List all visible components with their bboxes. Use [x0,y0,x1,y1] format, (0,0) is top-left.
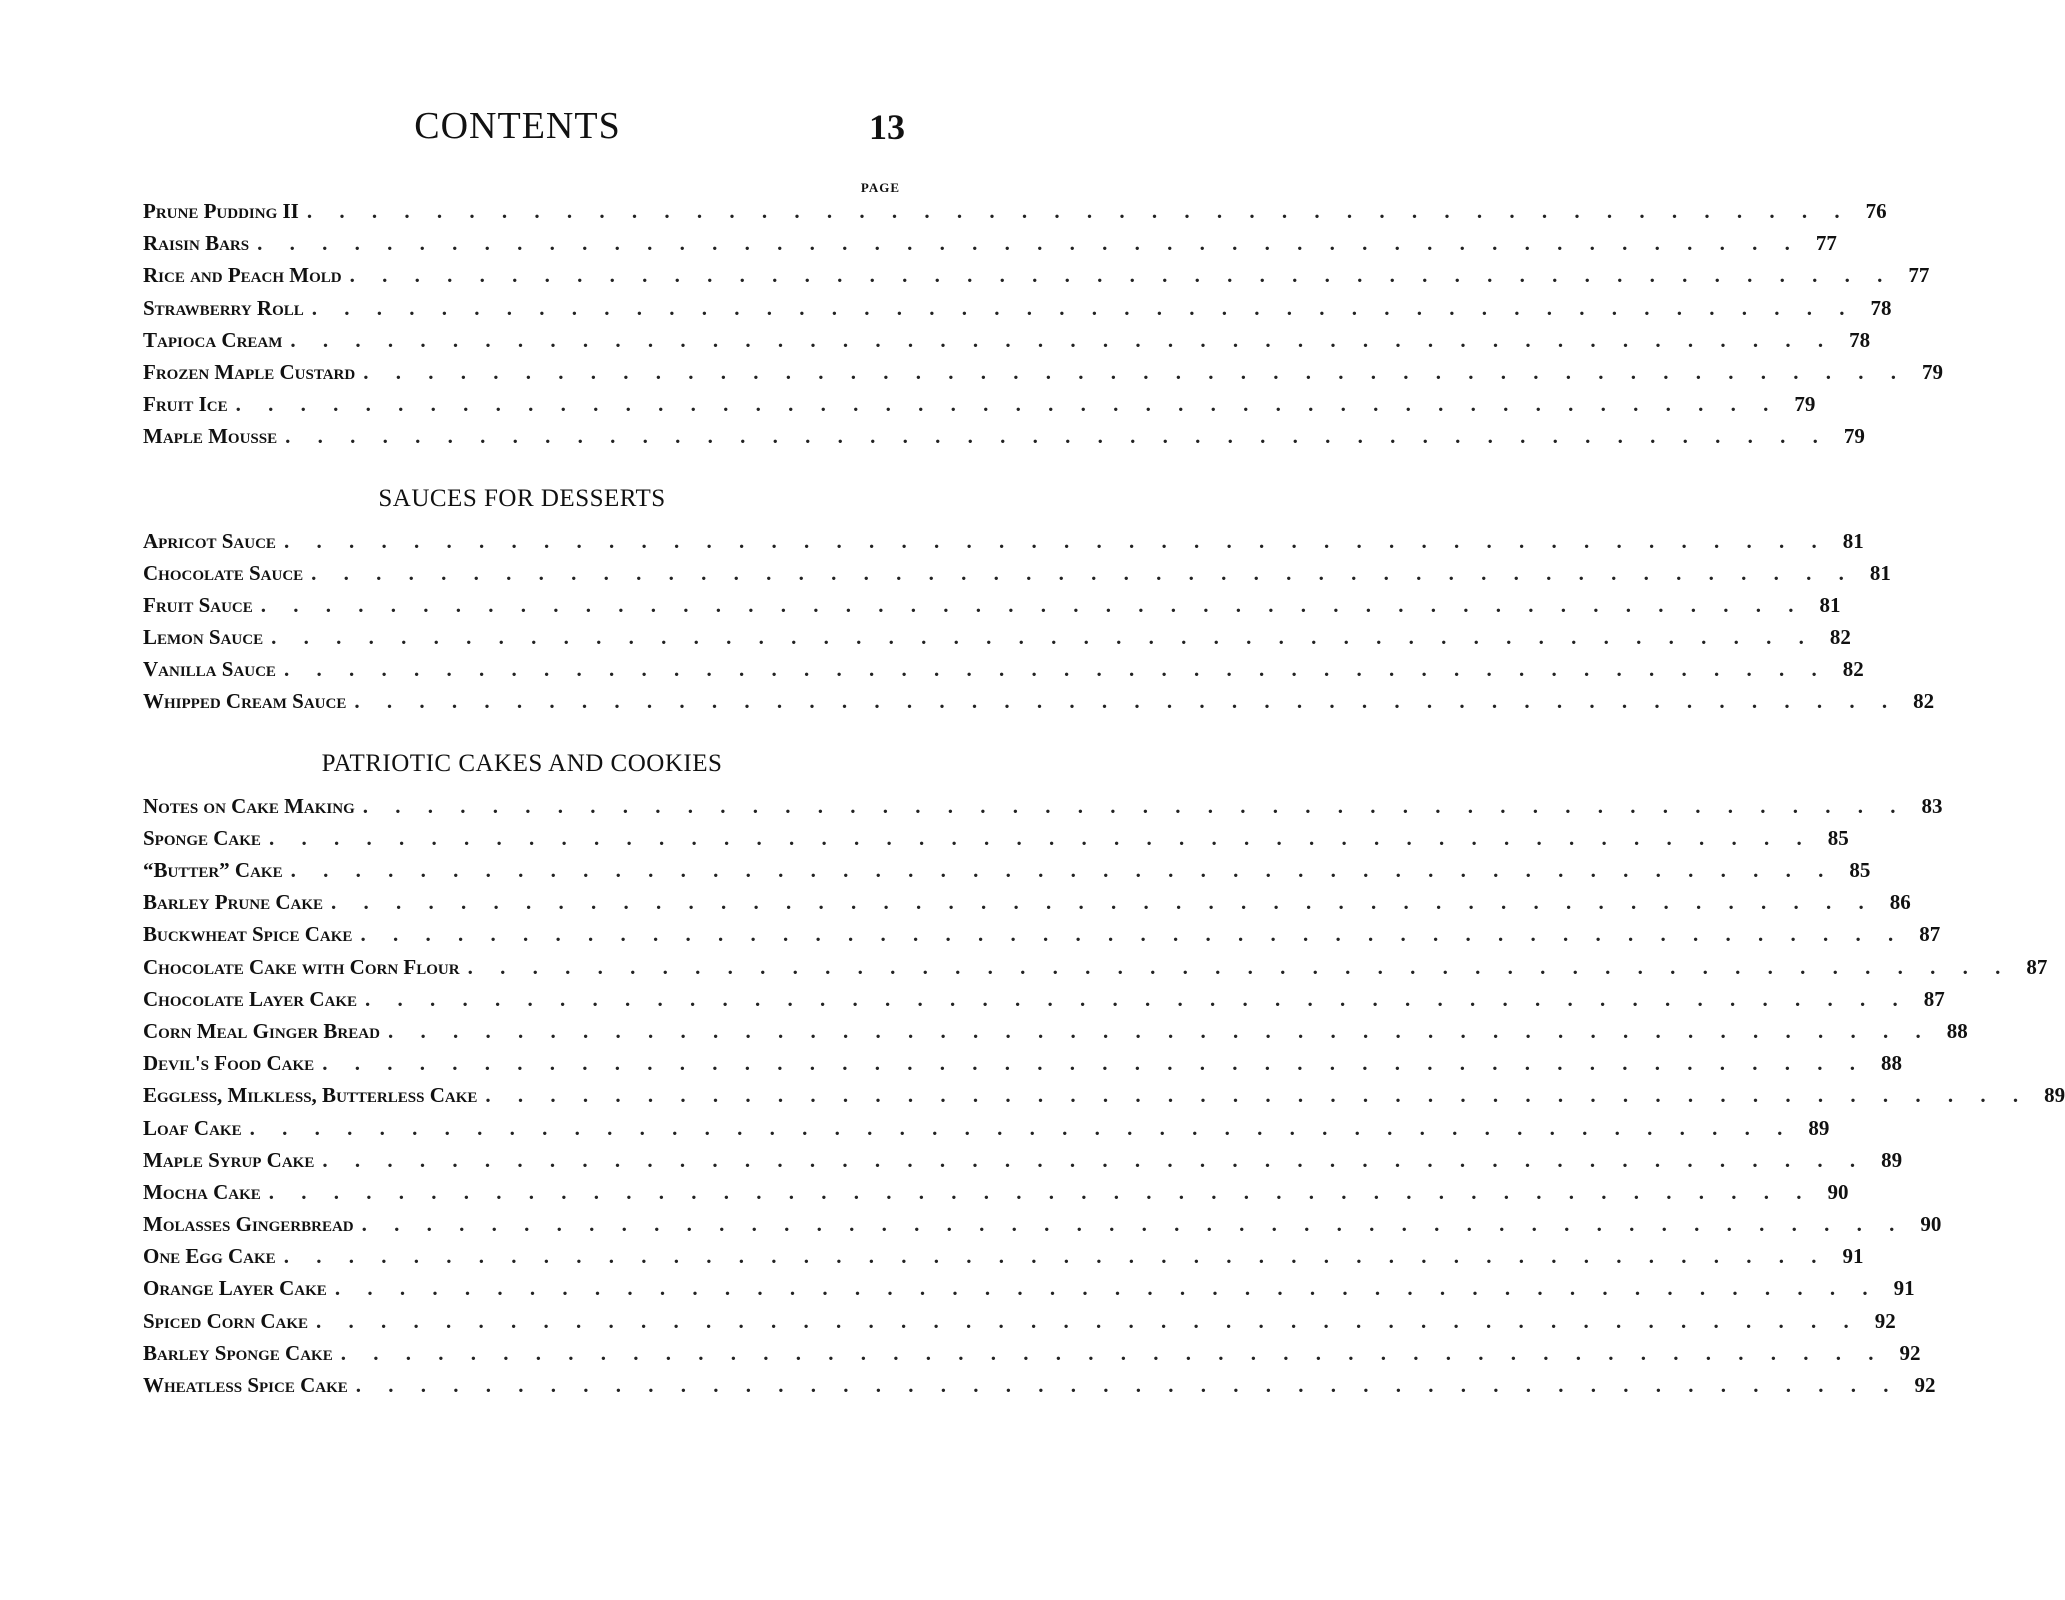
entry-title: Eggless, Milkless, Butterless Cake [143,1083,478,1108]
entry-title: Corn Meal Ginger Bread [143,1018,380,1043]
dot-leader: . . . . . . . . . . . . . . . . . . . . . . . . . . . . . . . . . . . . . . . . . . . . . . . . [235,392,1780,417]
dot-leader: . . . . . . . . . . . . . . . . . . . . . . . . . . . . . . . . . . . . . . . . . . . . . . . . [311,560,1855,585]
entry-page-number: 87 [1923,986,1945,1011]
toc-entry [143,292,1892,324]
toc-entry [143,822,1849,854]
toc-entry [143,1015,1968,1047]
dot-leader: . . . . . . . . . . . . . . . . . . . . . . . . . . . . . . . . . . . . . . . . . . . . . . . . [387,1018,1932,1043]
dot-leader: . . . . . . . . . . . . . . . . . . . . . . . . . . . . . . . . . . . . . . . . . . . . . . . . [354,689,1899,714]
toc-entry [143,1112,1830,1144]
toc-entry [143,1305,1896,1337]
toc-entry [143,854,1871,886]
toc-section [143,748,2065,1402]
entry-page-number: 92 [1874,1308,1896,1333]
entry-page-number: 90 [1920,1212,1942,1237]
entry-page-number: 85 [1849,858,1871,882]
entry-page-number: 89 [1808,1115,1830,1140]
dot-leader: . . . . . . . . . . . . . . . . . . . . . . . . . . . . . . . . . . . . . . . . . . . . . . . . [485,1083,2030,1108]
entry-page-number: 81 [1842,528,1864,553]
toc-entry [143,983,1945,1015]
toc-entry [143,388,1816,420]
toc-entry [143,1144,1903,1176]
entry-title: Spiced Corn Cake [143,1308,309,1333]
entry-title: “Butter” Cake [143,858,283,882]
dot-leader: . . . . . . . . . . . . . . . . . . . . . . . . . . . . . . . . . . . . . . . . . . . . . . . . [271,625,1815,650]
entry-page-number: 85 [1827,825,1849,850]
entry-page-number: 91 [1842,1244,1864,1269]
toc-entry [143,589,1841,621]
toc-entry [143,951,2048,983]
toc-entry [143,1337,1921,1369]
entry-title: Strawberry Roll [143,295,304,320]
dot-leader: . . . . . . . . . . . . . . . . . . . . . . . . . . . . . . . . . . . . . . . . . . . . . . . . [349,263,1894,288]
entry-title: Buckwheat Spice Cake [143,922,353,947]
dot-leader: . . . . . . . . . . . . . . . . . . . . . . . . . . . . . . . . . . . . . . . . . . . . . . . . [249,1115,1794,1140]
toc-entry [143,1369,1936,1401]
entry-title: Molasses Gingerbread [143,1212,354,1237]
toc-entry [143,685,1935,717]
dot-leader: . . . . . . . . . . . . . . . . . . . . . . . . . . . . . . . . . . . . . . . . . . . . . . . . [283,657,1828,682]
entry-page-number: 82 [1829,625,1851,650]
dot-leader: . . . . . . . . . . . . . . . . . . . . . . . . . . . . . . . . . . . . . . . . . . . . . . . . [363,359,1907,384]
entry-title: Chocolate Sauce [143,560,304,585]
entry-title: Maple Syrup Cake [143,1147,315,1172]
entry-title: Fruit Ice [143,392,228,417]
toc-entry [143,259,1930,291]
dot-leader: . . . . . . . . . . . . . . . . . . . . . . . . . . . . . . . . . . . . . . . . . . . . . . . . [467,954,2012,979]
dot-leader: . . . . . . . . . . . . . . . . . . . . . . . . . . . . . . . . . . . . . . . . . . . . . . . . [290,858,1835,882]
dot-leader: . . . . . . . . . . . . . . . . . . . . . . . . . . . . . . . . . . . . . . . . . . . . . . . . [311,295,1856,320]
entry-page-number: 91 [1893,1276,1915,1301]
toc-entry [143,1079,2065,1111]
entry-page-number: 77 [1908,263,1930,288]
entry-page-number: 83 [1921,793,1943,818]
toc-entry [143,790,1943,822]
entry-page-number: 92 [1914,1373,1936,1397]
dot-leader: . . . . . . . . . . . . . . . . . . . . . . . . . . . . . . . . . . . . . . . . . . . . . . . . [355,1373,1900,1397]
dot-leader: . . . . . . . . . . . . . . . . . . . . . . . . . . . . . . . . . . . . . . . . . . . . . . . . [283,528,1828,553]
toc-entry [143,1176,1849,1208]
dot-leader: . . . . . . . . . . . . . . . . . . . . . . . . . . . . . . . . . . . . . . . . . . . . . . . . [322,1051,1866,1076]
entry-title: Raisin Bars [143,231,250,256]
entry-page-number: 79 [1794,392,1816,417]
toc-entry [143,653,1864,685]
entry-title: Wheatless Spice Cake [143,1373,348,1397]
entry-page-number: 81 [1819,592,1841,617]
dot-leader: . . . . . . . . . . . . . . . . . . . . . . . . . . . . . . . . . . . . . . . . . . . . . . . . [361,1212,1906,1237]
dot-leader: . . . . . . . . . . . . . . . . . . . . . . . . . . . . . . . . . . . . . . . . . . . . . . . . [283,1244,1828,1269]
toc-entry [143,886,1911,918]
entry-title: Orange Layer Cake [143,1276,327,1301]
table-of-contents [143,195,2065,1401]
dot-leader: . . . . . . . . . . . . . . . . . . . . . . . . . . . . . . . . . . . . . . . . . . . . . . . . [365,986,1909,1011]
dot-leader: . . . . . . . . . . . . . . . . . . . . . . . . . . . . . . . . . . . . . . . . . . . . . . . . [334,1276,1879,1301]
entry-title: Chocolate Cake with Corn Flour [143,954,460,979]
entry-title: Loaf Cake [143,1115,242,1140]
dot-leader: . . . . . . . . . . . . . . . . . . . . . . . . . . . . . . . . . . . . . . . . . . . . . . . . [290,327,1835,352]
entry-title: Chocolate Layer Cake [143,986,358,1011]
entry-title: Mocha Cake [143,1179,261,1204]
dot-leader: . . . . . . . . . . . . . . . . . . . . . . . . . . . . . . . . . . . . . . . . . . . . . . . . [316,1308,1860,1333]
toc-entry [143,1208,1942,1240]
entry-title: Prune Pudding II [143,199,299,223]
page-column-label: PAGE [860,180,900,195]
entry-page-number: 88 [1946,1018,1968,1043]
dot-leader: . . . . . . . . . . . . . . . . . . . . . . . . . . . . . . . . . . . . . . . . . . . . . . . . [268,1179,1813,1204]
toc-entry [143,324,1871,356]
section-heading: SAUCES FOR DESSERTS [378,484,666,512]
entry-title: Maple Mousse [143,424,278,449]
toc-entry [143,525,1864,557]
entry-page-number: 79 [1921,359,1943,384]
entry-title: Rice and Peach Mold [143,263,342,288]
dot-leader: . . . . . . . . . . . . . . . . . . . . . . . . . . . . . . . . . . . . . . . . . . . . . . . . [285,424,1829,449]
toc-entry [143,1272,1915,1304]
toc-section [143,195,1943,453]
entry-title: Apricot Sauce [143,528,276,553]
entry-page-number: 86 [1889,890,1911,915]
toc-entry [143,557,1891,589]
entry-title: Fruit Sauce [143,592,253,617]
entry-page-number: 77 [1815,231,1837,256]
entry-page-number: 81 [1869,560,1891,585]
toc-section [143,483,1935,718]
entry-title: Vanilla Sauce [143,657,276,682]
dot-leader: . . . . . . . . . . . . . . . . . . . . . . . . . . . . . . . . . . . . . . . . . . . . . . . . [268,825,1813,850]
entry-title: Tapioca Cream [143,327,283,352]
entry-title: Barley Sponge Cake [143,1340,333,1365]
toc-entry [143,1240,1864,1272]
entry-page-number: 89 [1881,1147,1903,1172]
dot-leader: . . . . . . . . . . . . . . . . . . . . . . . . . . . . . . . . . . . . . . . . . . . . . . . . [306,199,1851,223]
dot-leader: . . . . . . . . . . . . . . . . . . . . . . . . . . . . . . . . . . . . . . . . . . . . . . . . [360,922,1905,947]
entry-page-number: 92 [1899,1340,1921,1365]
entry-page-number: 79 [1843,424,1865,449]
entry-title: One Egg Cake [143,1244,276,1269]
entry-page-number: 76 [1865,199,1887,223]
dot-leader: . . . . . . . . . . . . . . . . . . . . . . . . . . . . . . . . . . . . . . . . . . . . . . . . [257,231,1801,256]
dot-leader: . . . . . . . . . . . . . . . . . . . . . . . . . . . . . . . . . . . . . . . . . . . . . . . . [340,1340,1885,1365]
entry-title: Whipped Cream Sauce [143,689,347,714]
toc-entry [143,1047,1902,1079]
dot-leader: . . . . . . . . . . . . . . . . . . . . . . . . . . . . . . . . . . . . . . . . . . . . . . . . [331,890,1875,915]
entry-page-number: 87 [2026,954,2048,979]
entry-title: Lemon Sauce [143,625,264,650]
entry-title: Sponge Cake [143,825,261,850]
toc-entry [143,621,1851,653]
toc-entry [143,227,1837,259]
dot-leader: . . . . . . . . . . . . . . . . . . . . . . . . . . . . . . . . . . . . . . . . . . . . . . . . [362,793,1907,818]
section-heading: PATRIOTIC CAKES AND COOKIES [321,749,723,777]
entry-page-number: 82 [1842,657,1864,682]
entry-page-number: 89 [2044,1083,2065,1108]
page-number: 13 [869,107,905,147]
entry-page-number: 78 [1870,295,1892,320]
entry-title: Devil's Food Cake [143,1051,315,1076]
page-title: CONTENTS [414,105,621,147]
entry-page-number: 87 [1919,922,1941,947]
toc-entry [143,918,1941,950]
toc-entry [143,420,1865,452]
entry-page-number: 88 [1880,1051,1902,1076]
page-header [0,104,1035,164]
entry-page-number: 90 [1827,1179,1849,1204]
entry-title: Barley Prune Cake [143,890,324,915]
toc-entry [143,195,1887,227]
entry-title: Notes on Cake Making [143,793,355,818]
entry-title: Frozen Maple Custard [143,359,356,384]
toc-entry [143,356,1943,388]
entry-page-number: 82 [1913,689,1935,714]
dot-leader: . . . . . . . . . . . . . . . . . . . . . . . . . . . . . . . . . . . . . . . . . . . . . . . . [260,592,1805,617]
dot-leader: . . . . . . . . . . . . . . . . . . . . . . . . . . . . . . . . . . . . . . . . . . . . . . . . [322,1147,1867,1172]
entry-page-number: 78 [1849,327,1871,352]
